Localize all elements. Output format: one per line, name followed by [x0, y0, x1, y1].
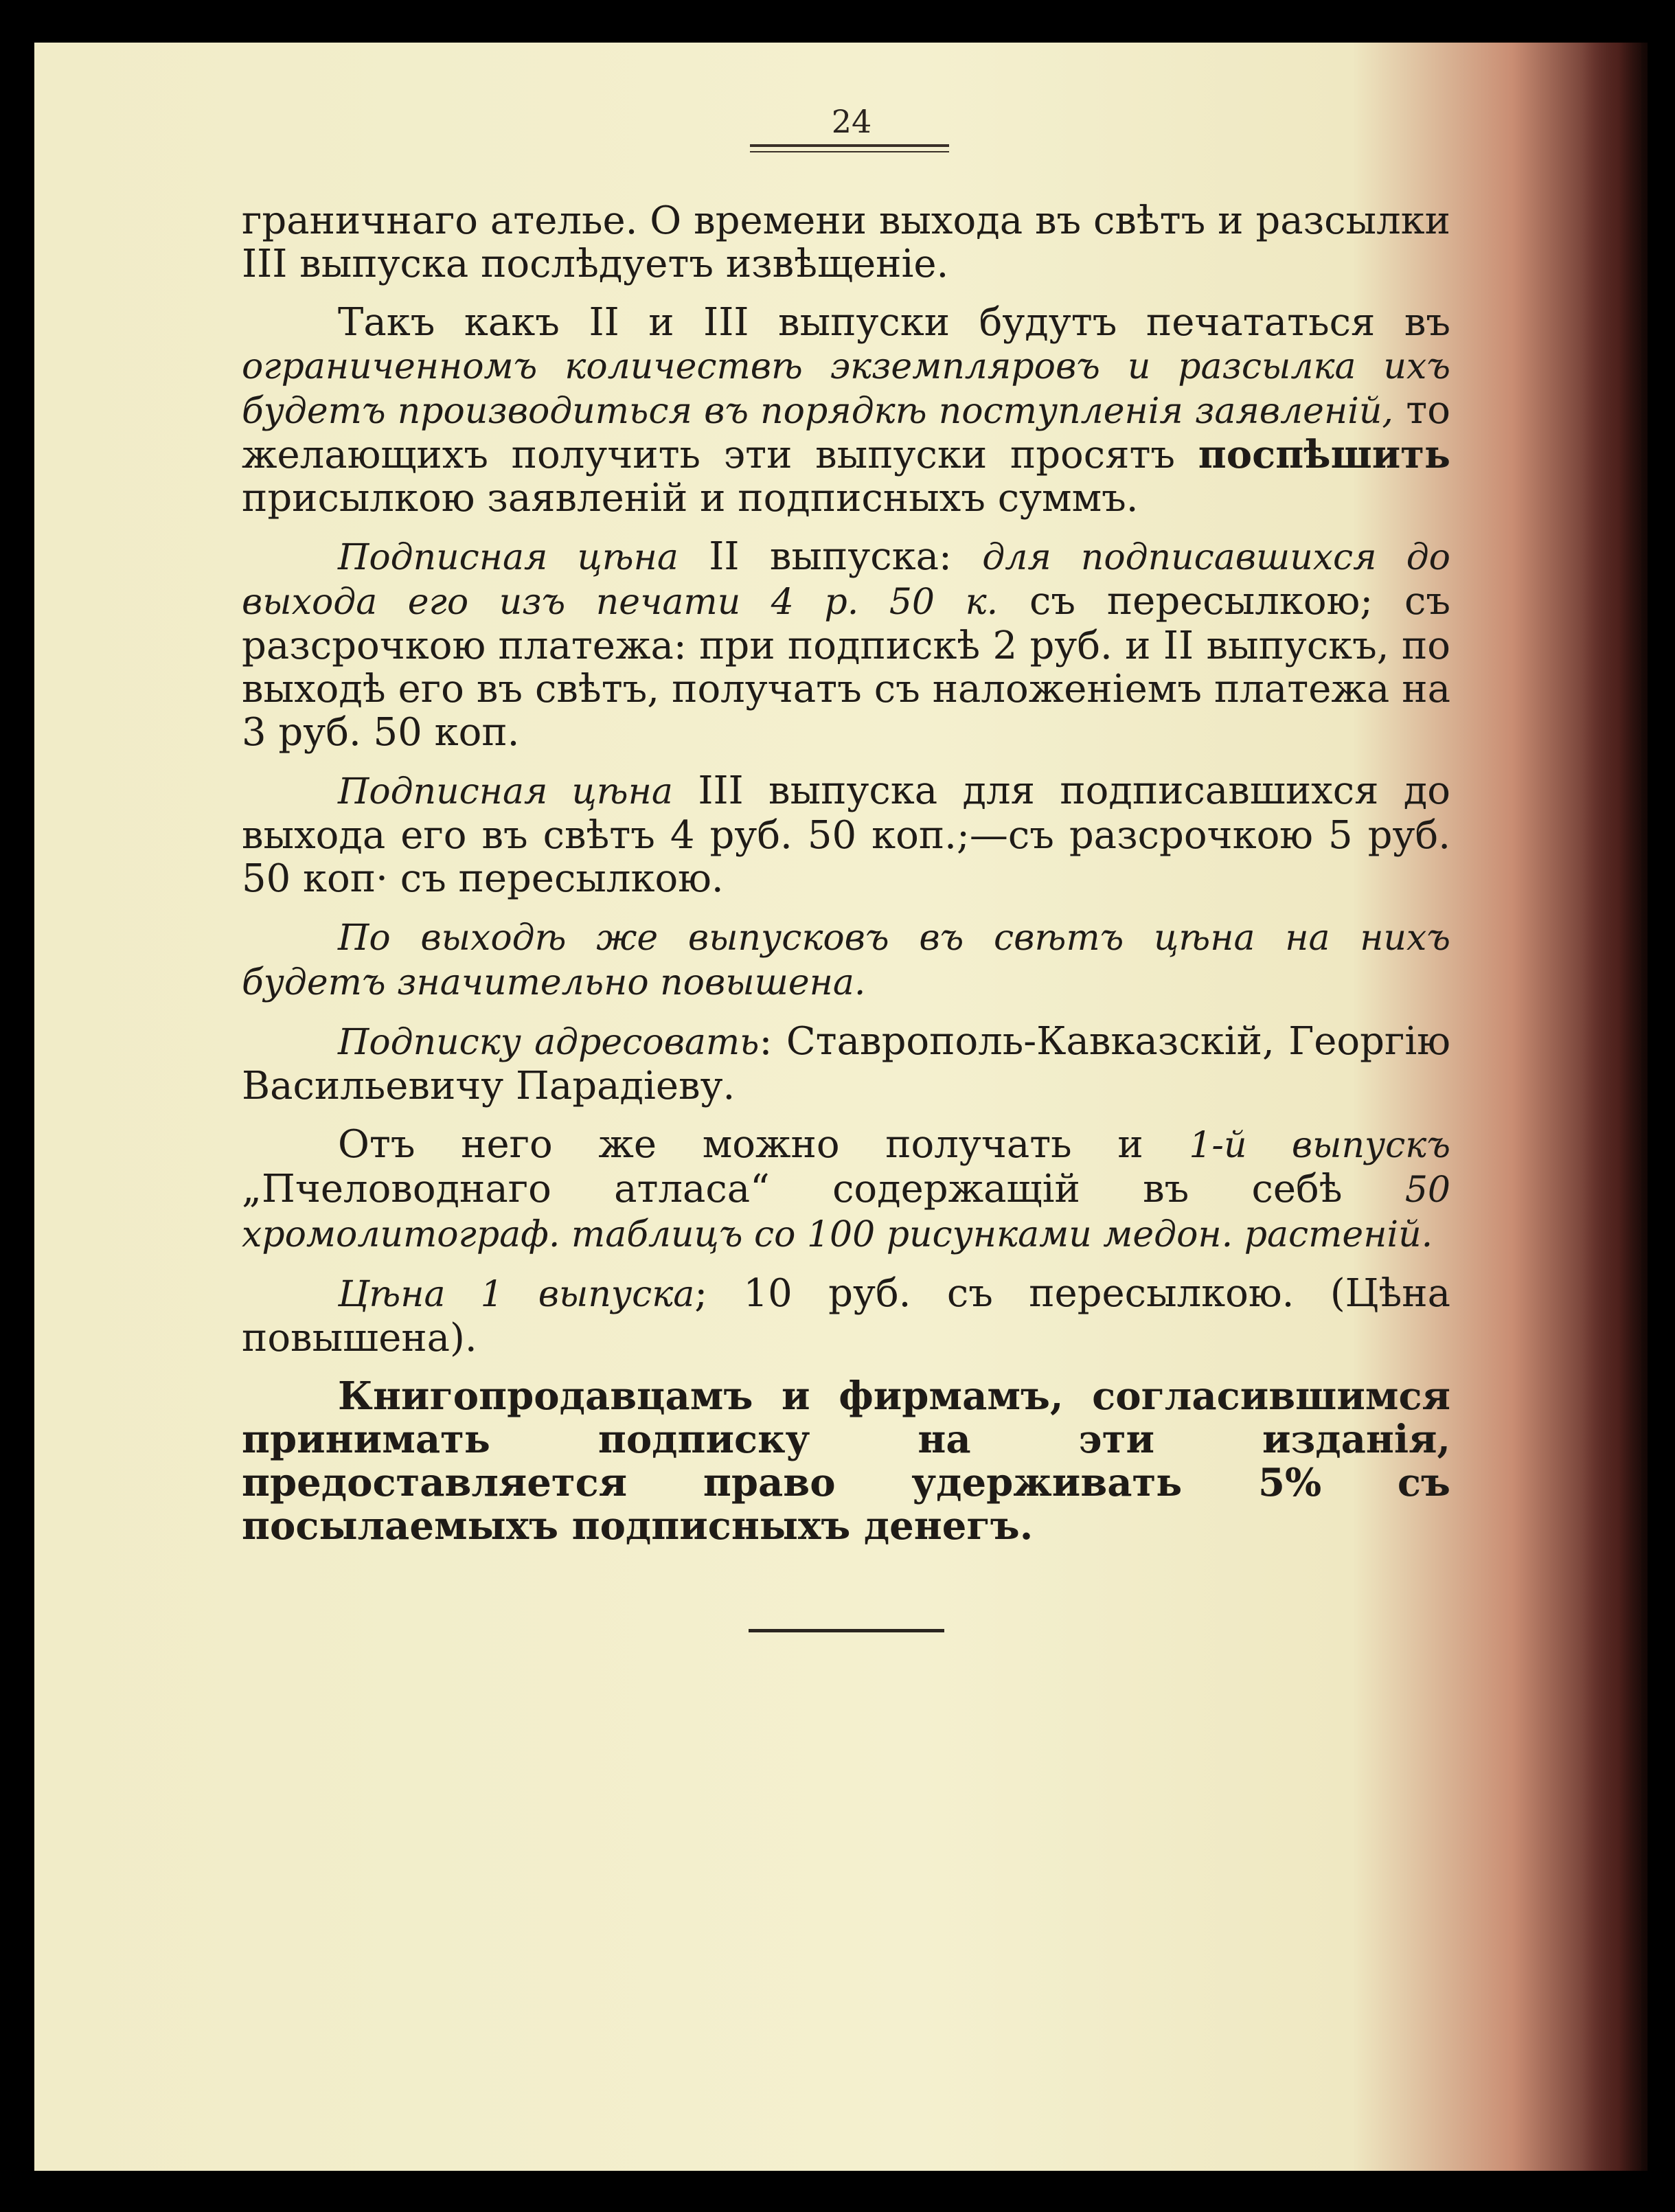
paragraph-3-italic-1: Подписная цѣна — [338, 537, 679, 578]
paragraph-2-bold: поспѣшить — [1198, 432, 1450, 477]
paragraph-2 — [242, 301, 1450, 520]
paragraph-8-text: ; 10 руб. съ пересылкою. (Цѣна повышена). — [242, 1271, 1451, 1360]
paragraph-7-text-2: „Пчеловоднаго атласа“ содержащій въ себѣ — [242, 1167, 1405, 1211]
paragraph-4-italic: Подписная цѣна — [338, 771, 673, 812]
paragraph-7 — [242, 1123, 1450, 1257]
paragraph-9 — [242, 1375, 1450, 1548]
paragraph-7-italic-2: 50 хромолитограф. таблицъ со 100 рисунками медон. растеній. — [242, 1170, 1450, 1255]
paragraph-2-lead: Такъ какъ II и III выпуски будутъ печататься въ — [338, 300, 1450, 345]
paragraph-3 — [242, 535, 1450, 754]
paragraph-1-text: граничнаго ателье. О времени выхода въ свѣтъ и разсылки III выпуска послѣдуетъ извѣщеніе. — [242, 198, 1450, 286]
paragraph-6-italic: Подписку адресовать — [338, 1022, 760, 1063]
paragraph-3-text-2: съ пересылкою; съ разсрочкою платежа: при подпискѣ 2 руб. и II выпускъ, по выходѣ его въ свѣтъ, получатъ съ наложеніемъ платежа на 3 руб. 50 коп. — [242, 579, 1450, 755]
end-rule — [749, 1629, 944, 1632]
paragraph-2-tail: присылкою заявленій и подписныхъ суммъ. — [242, 476, 1139, 521]
paragraph-2-italic: ограниченномъ количествѣ экземпляровъ и разсылка ихъ будетъ производиться въ порядкѣ поступленія заявленій, — [242, 346, 1450, 432]
paragraph-6-text: : Ставрополь-Кавказскій, Георгію Васильевичу Парадіеву. — [242, 1019, 1451, 1108]
paragraph-6 — [242, 1020, 1450, 1108]
page-body — [242, 199, 1450, 1563]
paragraph-9-text: Книгопродавцамъ и фирмамъ, согласившимся принимать подписку на эти изданія, предоставляется право удерживать 5% съ посылаемыхъ подписныхъ денегъ. — [242, 1373, 1450, 1549]
paragraph-3-text-1: II выпуска: — [678, 534, 983, 579]
paragraph-5-italic: По выходѣ же выпусковъ въ свѣтъ цѣна на нихъ будетъ значительно повышена. — [242, 917, 1450, 1003]
book-spine-shadow — [1582, 43, 1648, 2171]
paragraph-4-text: III выпуска для подписавшихся до выхода его въ свѣтъ 4 руб. 50 коп.;—съ разсрочкою 5 руб. 50 коп· съ пересылкою. — [242, 768, 1450, 901]
paragraph-7-text-1: Отъ него же можно получать и — [338, 1122, 1189, 1167]
page-number-rule — [750, 144, 949, 152]
paragraph-2-mid: то желающихъ получить эти выпуски просятъ — [242, 388, 1451, 477]
paragraph-1 — [242, 199, 1450, 286]
paragraph-8-italic: Цѣна 1 выпуска — [338, 1274, 695, 1315]
paragraph-5 — [242, 915, 1450, 1005]
page-number: 24 — [831, 103, 872, 140]
paragraph-7-italic-1: 1-й выпускъ — [1189, 1125, 1450, 1166]
paragraph-8 — [242, 1272, 1450, 1360]
paragraph-4 — [242, 769, 1450, 900]
paragraph-3-italic-2: для подписавшихся до выхода его изъ печати 4 р. 50 к. — [242, 537, 1450, 623]
